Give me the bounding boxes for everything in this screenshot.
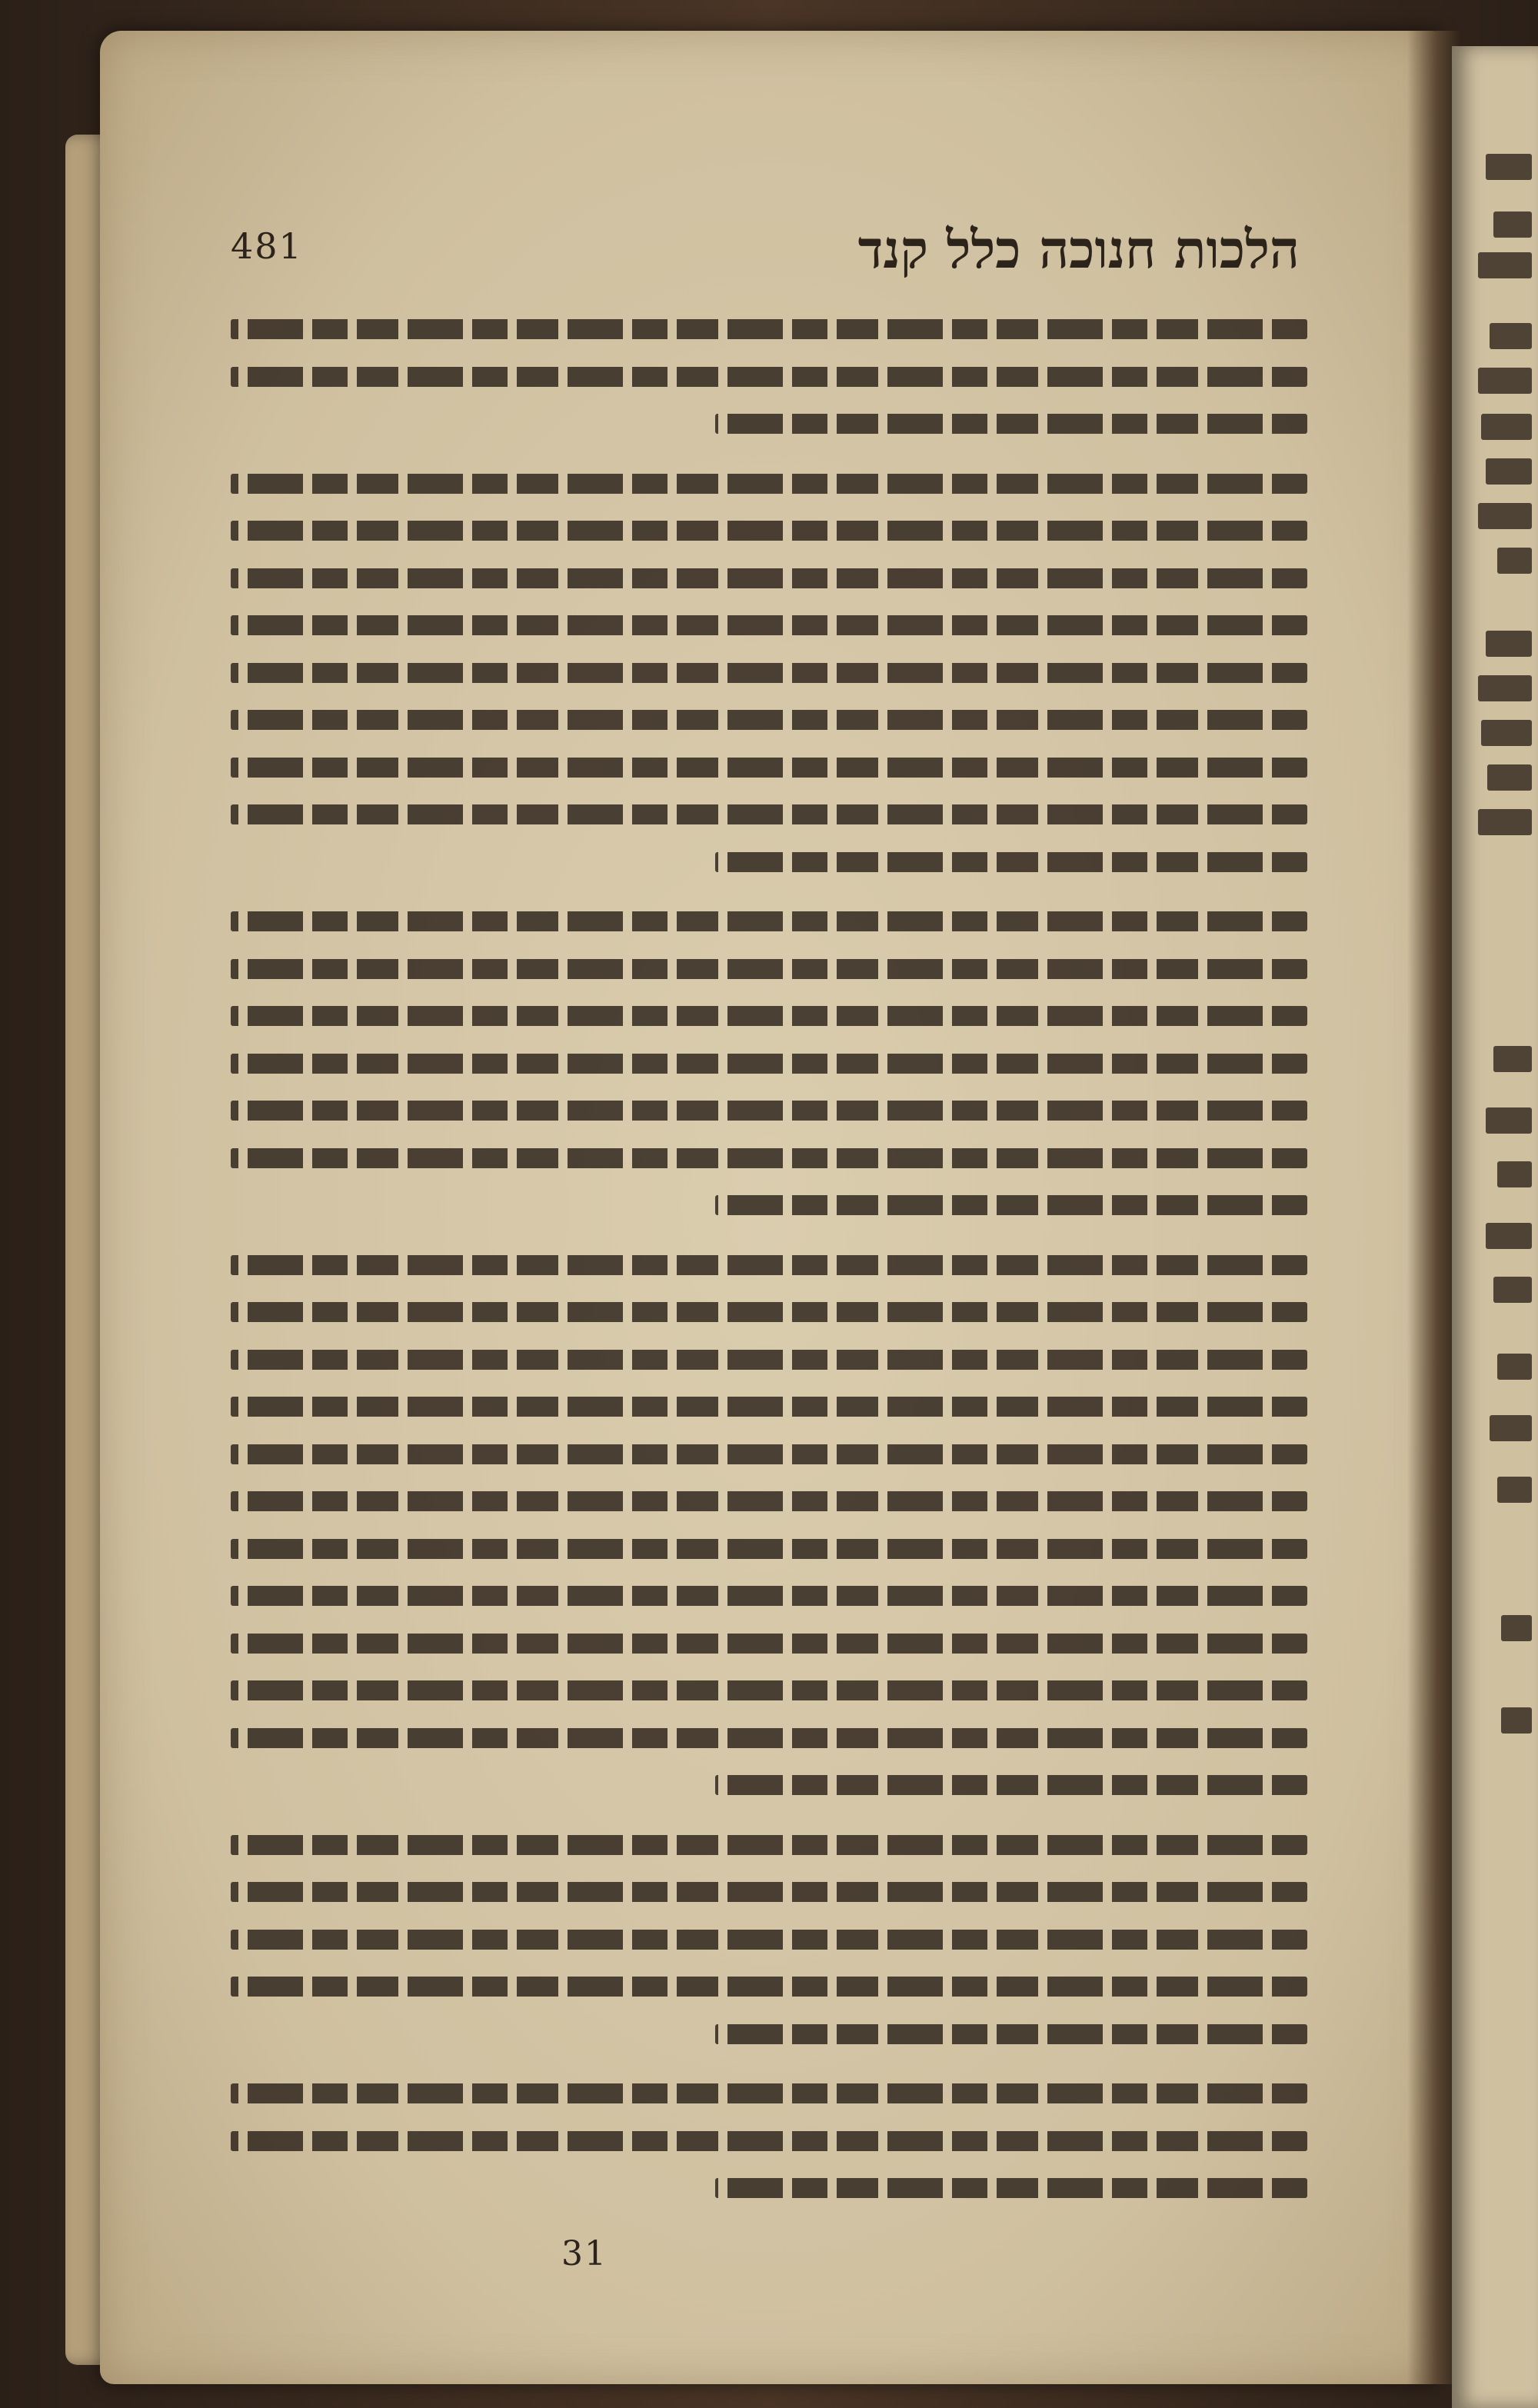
next-page-text-fragment [1478,675,1532,701]
next-page-text-fragment [1478,809,1532,835]
next-page-text-fragment [1501,1615,1532,1641]
next-page-text-fragment [1486,154,1532,180]
next-page-text-fragment [1493,1277,1532,1303]
next-page-text-fragment [1486,1107,1532,1134]
text-line [231,1133,1307,1181]
page-header [231,219,1300,288]
text-line [231,1760,1307,1807]
text-line [231,1867,1307,1914]
text-line [231,505,1307,553]
text-line [231,1334,1307,1382]
text-line [231,1381,1307,1429]
next-page-text-fragment [1497,548,1532,574]
text-line [231,1665,1307,1713]
text-line [231,2068,1307,2116]
text-line [231,1476,1307,1524]
next-page-text-fragment [1481,414,1532,440]
text-line [231,304,1307,351]
text-line [231,896,1307,944]
next-page-text-fragment [1497,1354,1532,1380]
text-line [231,648,1307,695]
text-line [231,1085,1307,1133]
text-line [231,1914,1307,1962]
text-line [231,837,1307,884]
page-number: 481 [231,225,303,267]
text-line [231,742,1307,790]
text-line [231,694,1307,742]
text-line [231,351,1307,399]
text-line [231,553,1307,601]
next-page-text-fragment [1497,1477,1532,1503]
paragraph [231,896,1307,1227]
next-page-text-fragment [1481,720,1532,746]
paragraph [231,458,1307,884]
next-page-text-fragment [1493,211,1532,238]
text-line [231,1713,1307,1760]
next-page-text-fragment [1493,1046,1532,1072]
next-page-text-fragment [1486,631,1532,657]
text-line [231,1524,1307,1571]
text-line [231,1961,1307,2009]
running-title: הלכות חנוכה כלל קנד [857,219,1300,281]
next-page-text-fragment [1490,1415,1532,1441]
text-line [231,1287,1307,1334]
text-line [231,1618,1307,1666]
next-page-text-fragment [1478,503,1532,529]
text-line [231,789,1307,837]
text-line [231,1038,1307,1086]
next-page-edge [1452,46,1538,2408]
text-line [231,944,1307,991]
next-page-text-fragment [1487,764,1532,791]
text-line [231,1429,1307,1477]
paragraph [231,304,1307,446]
text-line [231,1180,1307,1227]
text-line [231,1570,1307,1618]
text-line [231,600,1307,648]
text-line [231,398,1307,446]
next-page-text-fragment [1490,323,1532,349]
text-line [231,2116,1307,2163]
text-line [231,2009,1307,2057]
next-page-text-fragment [1486,1223,1532,1249]
body-text [231,304,1307,2273]
text-line [231,991,1307,1038]
paragraph [231,1240,1307,1807]
next-page-text-fragment [1497,1161,1532,1187]
next-page-text-fragment [1486,458,1532,485]
text-line [231,2163,1307,2210]
text-line [231,1240,1307,1287]
next-page-text-fragment [1501,1707,1532,1734]
next-page-text-fragment [1478,252,1532,278]
paragraph [231,2068,1307,2210]
signature-number: 31 [561,2234,608,2273]
next-page-text-fragment [1478,368,1532,394]
paragraph [231,1820,1307,2057]
text-line [231,458,1307,506]
text-line [231,1820,1307,1867]
